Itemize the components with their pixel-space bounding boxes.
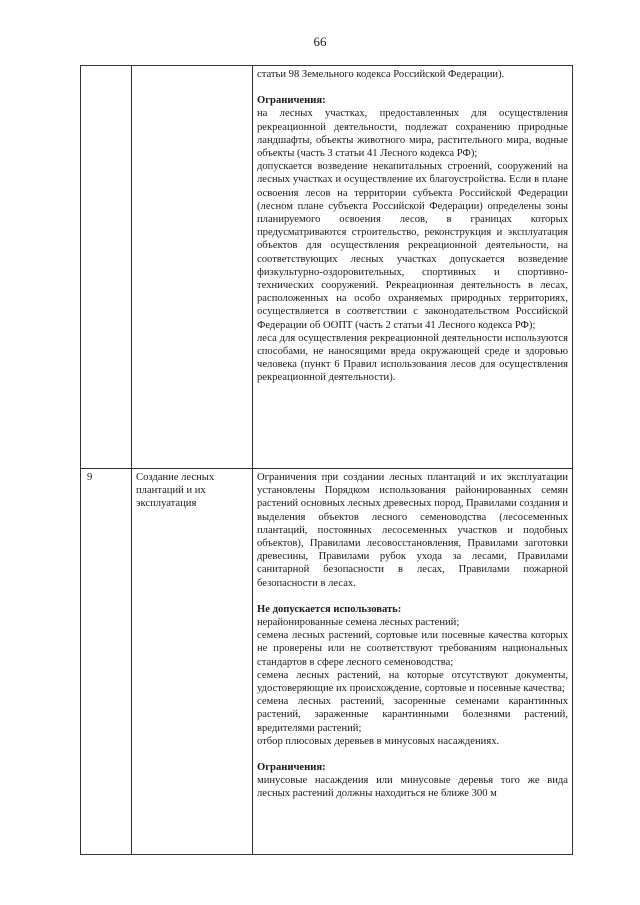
content-paragraph: леса для осуществления рекреационной деятельности используются способами, не наносящими вреда окружающей среде и здоровью человека (пункт 6 Правил использования лесов для осуществления рекреационной деятельности). [257,332,568,384]
list-item: семена лесных растений, засоренные семенами карантинных растений, зараженные карантинными болезнями растений, вредителями растений; [257,696,568,734]
content-paragraph: допускается возведение некапитальных строений, сооружений на лесных участках и осуществление их благоустройства. Если в плане освоения лесов на территории субъекта Российской Федерации (лесном плане субъекта Российской Федерации) определены зоны планируемого освоения лесов, в границах которых предусматриваются строительство, реконструкция и эксплуатация объектов для осуществления рекреационной деятельности, на соответствующих лесных участках допускается возведение физкультурно-оздоровительных, спортивных и спортивно-технических сооружений. Рекреационная деятельность в лесах, расположенных на особо охраняемых природных территориях, осуществляется в соответствии с законодательством Российской Федерации об ООПТ (часть 2 статьи 41 Лесного кодекса РФ); [257,161,568,331]
row-number-cell: 9 [81,469,132,855]
list-item: нерайонированные семена лесных растений; [257,617,460,629]
list-item: семена лесных растений, сортовые или посевные качества которых не проверены или не соответствуют требованиям национальных стандартов в сфере лесного семеноводства; [257,630,568,668]
row-content-cell [253,66,573,469]
restrictions-heading: Ограничения: [257,95,326,107]
row-name-cell: Создание лесных плантаций и их эксплуатация [132,469,253,855]
content-intro: статьи 98 Земельного кодекса Российской Федерации). [257,69,505,80]
list-item: отбор плюсовых деревьев в минусовых насаждениях. [257,735,500,747]
list-item: семена лесных растений, на которые отсутствуют документы, удостоверяющие их происхождение, сортовые и посевные качества; [257,669,568,695]
row-content-cell [253,469,573,855]
not-allowed-heading: Не допускается использовать: [257,603,402,615]
restrictions-heading: Ограничения: [257,762,326,774]
table-row [81,469,573,855]
row-number-cell [81,66,132,469]
document-table [80,65,573,855]
content-intro: Ограничения при создании лесных плантаций и их эксплуатации установлены Порядком использования районированных семян растений основных лесных древесных пород, Правилами создания и выделения объектов лесного семеноводства (лесосеменных плантаций, постоянных лесосеменных участков и подобных объектов), Правилами лесовосстановления, Правилами заготовки древесины, Правилами рубок ухода за лесами, Правилами санитарной безопасности в лесах, Правилами пожарной безопасности в лесах. [257,472,568,589]
content-paragraph: на лесных участках, предоставленных для осуществления рекреационной деятельности, подлежат сохранению природные ландшафты, объекты животного мира, растительного мира, водные объекты (часть 3 статьи 41 Лесного кодекса РФ); [257,108,568,160]
row-name-cell [132,66,253,469]
content-paragraph: минусовые насаждения или минусовые деревья того же вида лесных растений должны находиться не ближе 300 м [257,775,568,800]
page-number: 66 [313,34,327,49]
table-row [81,66,573,469]
